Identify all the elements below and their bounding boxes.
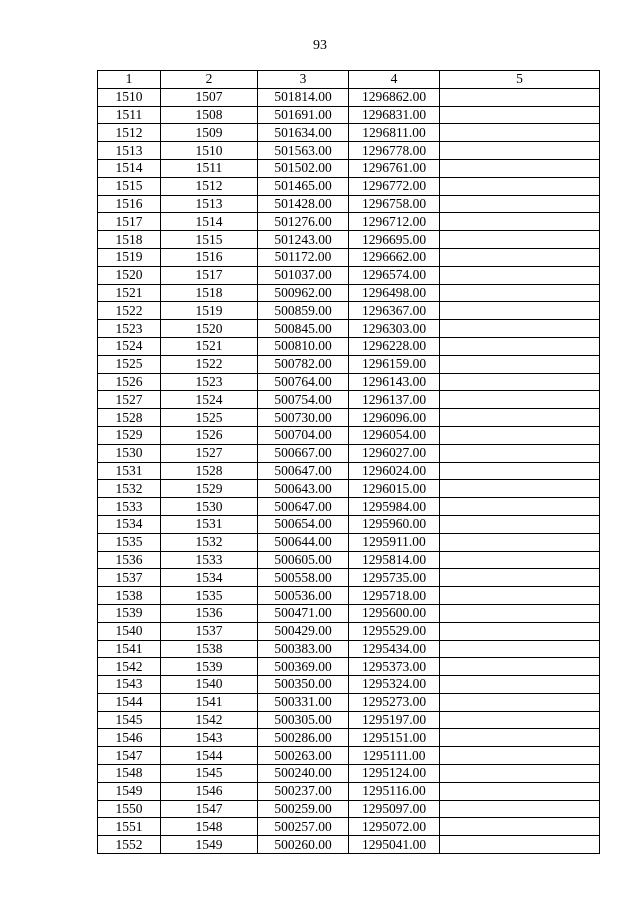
table-row xyxy=(98,462,600,480)
table-cell: 500647.00 xyxy=(258,498,349,516)
table-cell: 1296228.00 xyxy=(349,337,440,355)
table-row xyxy=(98,337,600,355)
table-row xyxy=(98,711,600,729)
table-cell: 1539 xyxy=(98,604,161,622)
table-row xyxy=(98,693,600,711)
table-cell: 1296054.00 xyxy=(349,426,440,444)
table-cell xyxy=(440,711,600,729)
table-row xyxy=(98,658,600,676)
table-cell: 1512 xyxy=(161,177,258,195)
table-row xyxy=(98,106,600,124)
table-cell: 1296772.00 xyxy=(349,177,440,195)
table-cell: 1544 xyxy=(98,693,161,711)
table-cell: 1296015.00 xyxy=(349,480,440,498)
table-row xyxy=(98,213,600,231)
table-cell: 1295111.00 xyxy=(349,747,440,765)
table-cell xyxy=(440,551,600,569)
table-cell xyxy=(440,658,600,676)
table-cell: 501691.00 xyxy=(258,106,349,124)
table-cell: 1546 xyxy=(161,782,258,800)
table-cell: 1514 xyxy=(161,213,258,231)
table-cell: 500859.00 xyxy=(258,302,349,320)
table-cell xyxy=(440,640,600,658)
table-cell: 1296862.00 xyxy=(349,88,440,106)
table-cell: 1523 xyxy=(98,320,161,338)
table-row xyxy=(98,320,600,338)
table-cell: 1534 xyxy=(161,569,258,587)
table-cell: 1295324.00 xyxy=(349,676,440,694)
table-cell: 500259.00 xyxy=(258,800,349,818)
table-cell: 1533 xyxy=(161,551,258,569)
table-cell xyxy=(440,124,600,142)
table-row xyxy=(98,177,600,195)
table-cell: 500654.00 xyxy=(258,515,349,533)
table-cell xyxy=(440,391,600,409)
table-cell: 1296096.00 xyxy=(349,409,440,427)
table-cell: 1549 xyxy=(98,782,161,800)
table-cell: 500643.00 xyxy=(258,480,349,498)
table-cell: 1547 xyxy=(161,800,258,818)
table-cell: 501465.00 xyxy=(258,177,349,195)
table-row xyxy=(98,569,600,587)
table-row xyxy=(98,676,600,694)
table-cell: 1532 xyxy=(161,533,258,551)
table-cell: 500754.00 xyxy=(258,391,349,409)
table-row xyxy=(98,604,600,622)
table-cell: 1537 xyxy=(161,622,258,640)
table-cell: 1522 xyxy=(98,302,161,320)
table-cell: 1525 xyxy=(161,409,258,427)
table-cell: 500667.00 xyxy=(258,444,349,462)
table-row xyxy=(98,818,600,836)
table-cell xyxy=(440,373,600,391)
table-cell: 1296159.00 xyxy=(349,355,440,373)
table-row xyxy=(98,391,600,409)
table-row xyxy=(98,729,600,747)
table-cell: 1296761.00 xyxy=(349,159,440,177)
table-row xyxy=(98,444,600,462)
table-cell: 1538 xyxy=(98,587,161,605)
table-cell: 1517 xyxy=(98,213,161,231)
table-cell: 1509 xyxy=(161,124,258,142)
table-row xyxy=(98,587,600,605)
table-cell: 1548 xyxy=(98,765,161,783)
table-cell: 1295984.00 xyxy=(349,498,440,516)
table-cell: 1545 xyxy=(161,765,258,783)
table-cell: 500730.00 xyxy=(258,409,349,427)
table-cell: 1296831.00 xyxy=(349,106,440,124)
table-cell: 1518 xyxy=(161,284,258,302)
table-row xyxy=(98,800,600,818)
table-cell: 1536 xyxy=(98,551,161,569)
table-row xyxy=(98,498,600,516)
table-cell xyxy=(440,729,600,747)
table-cell: 1542 xyxy=(161,711,258,729)
table-cell: 1296662.00 xyxy=(349,248,440,266)
table-cell xyxy=(440,284,600,302)
table-cell: 1295434.00 xyxy=(349,640,440,658)
table-cell xyxy=(440,409,600,427)
table-row xyxy=(98,159,600,177)
table-row xyxy=(98,747,600,765)
table-cell xyxy=(440,693,600,711)
table-cell xyxy=(440,765,600,783)
table-cell xyxy=(440,533,600,551)
table-cell xyxy=(440,480,600,498)
table-cell xyxy=(440,337,600,355)
table-row xyxy=(98,124,600,142)
table-cell: 1524 xyxy=(98,337,161,355)
table-cell: 1295072.00 xyxy=(349,818,440,836)
table-cell: 500263.00 xyxy=(258,747,349,765)
table-cell: 1529 xyxy=(98,426,161,444)
table-cell: 1516 xyxy=(98,195,161,213)
table-cell: 501172.00 xyxy=(258,248,349,266)
table-cell: 1527 xyxy=(161,444,258,462)
table-cell xyxy=(440,231,600,249)
table-cell xyxy=(440,302,600,320)
table-row xyxy=(98,373,600,391)
table-row xyxy=(98,302,600,320)
table-cell: 1535 xyxy=(161,587,258,605)
table-cell xyxy=(440,444,600,462)
table-cell: 1295097.00 xyxy=(349,800,440,818)
table-cell: 500782.00 xyxy=(258,355,349,373)
table-cell: 1540 xyxy=(161,676,258,694)
table-cell: 1535 xyxy=(98,533,161,551)
table-cell xyxy=(440,462,600,480)
table-cell: 1511 xyxy=(98,106,161,124)
table-body xyxy=(98,88,600,853)
table-cell: 1526 xyxy=(161,426,258,444)
table-cell: 1521 xyxy=(98,284,161,302)
table-row xyxy=(98,195,600,213)
table-cell: 1295041.00 xyxy=(349,836,440,854)
table-cell: 1537 xyxy=(98,569,161,587)
table-cell: 1540 xyxy=(98,622,161,640)
table-row xyxy=(98,88,600,106)
table-cell xyxy=(440,266,600,284)
table-cell: 500350.00 xyxy=(258,676,349,694)
table-row xyxy=(98,284,600,302)
table-cell: 500810.00 xyxy=(258,337,349,355)
table-cell: 500429.00 xyxy=(258,622,349,640)
table-cell xyxy=(440,426,600,444)
table-cell: 1517 xyxy=(161,266,258,284)
table-cell: 1512 xyxy=(98,124,161,142)
table-cell: 1543 xyxy=(161,729,258,747)
table-cell: 1296811.00 xyxy=(349,124,440,142)
table-cell: 1514 xyxy=(98,159,161,177)
table-cell: 501276.00 xyxy=(258,213,349,231)
table-cell: 1548 xyxy=(161,818,258,836)
table-cell xyxy=(440,569,600,587)
table-cell: 1296137.00 xyxy=(349,391,440,409)
table-cell: 500237.00 xyxy=(258,782,349,800)
table-cell xyxy=(440,800,600,818)
table-cell: 501634.00 xyxy=(258,124,349,142)
table-row xyxy=(98,640,600,658)
table-row xyxy=(98,248,600,266)
table-cell: 500305.00 xyxy=(258,711,349,729)
table-cell: 1295911.00 xyxy=(349,533,440,551)
table-cell: 1295529.00 xyxy=(349,622,440,640)
table-cell: 501814.00 xyxy=(258,88,349,106)
table-cell: 1508 xyxy=(161,106,258,124)
table-row xyxy=(98,515,600,533)
table-cell: 1296574.00 xyxy=(349,266,440,284)
table-cell: 1295273.00 xyxy=(349,693,440,711)
table-header-row xyxy=(98,71,600,89)
table-cell: 500331.00 xyxy=(258,693,349,711)
table-cell: 1523 xyxy=(161,373,258,391)
table-cell: 1295600.00 xyxy=(349,604,440,622)
table-cell: 1515 xyxy=(161,231,258,249)
table-cell xyxy=(440,604,600,622)
column-header: 1 xyxy=(98,71,161,89)
table-cell: 500558.00 xyxy=(258,569,349,587)
table-cell: 1520 xyxy=(98,266,161,284)
table-cell: 1538 xyxy=(161,640,258,658)
table-cell: 501428.00 xyxy=(258,195,349,213)
table-cell: 1296758.00 xyxy=(349,195,440,213)
table-cell xyxy=(440,498,600,516)
table-cell: 1531 xyxy=(98,462,161,480)
table-cell xyxy=(440,747,600,765)
table-cell: 1541 xyxy=(98,640,161,658)
table-cell: 1533 xyxy=(98,498,161,516)
table-cell: 1520 xyxy=(161,320,258,338)
table-cell: 1541 xyxy=(161,693,258,711)
table-cell: 500257.00 xyxy=(258,818,349,836)
table-cell: 1295151.00 xyxy=(349,729,440,747)
table-cell: 1295735.00 xyxy=(349,569,440,587)
table-cell: 500605.00 xyxy=(258,551,349,569)
table-row xyxy=(98,551,600,569)
table-cell xyxy=(440,676,600,694)
table-cell: 1511 xyxy=(161,159,258,177)
table-cell: 1522 xyxy=(161,355,258,373)
column-header: 4 xyxy=(349,71,440,89)
table-cell: 1528 xyxy=(98,409,161,427)
table-cell: 1295718.00 xyxy=(349,587,440,605)
table-cell: 501502.00 xyxy=(258,159,349,177)
table-cell xyxy=(440,159,600,177)
table-cell: 1525 xyxy=(98,355,161,373)
table-cell: 1521 xyxy=(161,337,258,355)
table-cell xyxy=(440,355,600,373)
table-cell: 1552 xyxy=(98,836,161,854)
table-cell: 1295197.00 xyxy=(349,711,440,729)
coordinates-table xyxy=(97,70,600,854)
table-cell: 1296498.00 xyxy=(349,284,440,302)
table-cell: 1295373.00 xyxy=(349,658,440,676)
table-cell: 1510 xyxy=(98,88,161,106)
table-cell xyxy=(440,213,600,231)
table-cell: 1530 xyxy=(161,498,258,516)
table-cell: 1528 xyxy=(161,462,258,480)
table-cell xyxy=(440,818,600,836)
column-header: 2 xyxy=(161,71,258,89)
table-cell: 500260.00 xyxy=(258,836,349,854)
table-cell: 1534 xyxy=(98,515,161,533)
table-cell xyxy=(440,515,600,533)
table-cell: 1546 xyxy=(98,729,161,747)
table-row xyxy=(98,266,600,284)
table-cell: 500286.00 xyxy=(258,729,349,747)
table-cell: 1296303.00 xyxy=(349,320,440,338)
table-row xyxy=(98,622,600,640)
table-cell: 1295116.00 xyxy=(349,782,440,800)
table-cell: 500536.00 xyxy=(258,587,349,605)
table-cell: 1296712.00 xyxy=(349,213,440,231)
table-cell: 500471.00 xyxy=(258,604,349,622)
table-cell: 1513 xyxy=(98,142,161,160)
table-cell: 1529 xyxy=(161,480,258,498)
table-cell: 1296143.00 xyxy=(349,373,440,391)
table-row xyxy=(98,782,600,800)
table-cell: 501243.00 xyxy=(258,231,349,249)
table-row xyxy=(98,533,600,551)
table-cell: 500764.00 xyxy=(258,373,349,391)
table-cell: 1513 xyxy=(161,195,258,213)
table-cell xyxy=(440,142,600,160)
table-cell xyxy=(440,106,600,124)
table-cell xyxy=(440,177,600,195)
table-cell: 1547 xyxy=(98,747,161,765)
table-row xyxy=(98,480,600,498)
table-cell xyxy=(440,88,600,106)
table-row xyxy=(98,231,600,249)
table-cell: 500647.00 xyxy=(258,462,349,480)
table-cell: 1524 xyxy=(161,391,258,409)
table-cell: 1542 xyxy=(98,658,161,676)
table-cell: 500962.00 xyxy=(258,284,349,302)
table-cell: 1507 xyxy=(161,88,258,106)
table-row xyxy=(98,409,600,427)
table-cell xyxy=(440,836,600,854)
table-cell: 1515 xyxy=(98,177,161,195)
table-row xyxy=(98,142,600,160)
column-header: 3 xyxy=(258,71,349,89)
table-cell: 501563.00 xyxy=(258,142,349,160)
table-cell xyxy=(440,622,600,640)
table-cell: 1536 xyxy=(161,604,258,622)
table-row xyxy=(98,836,600,854)
table-row xyxy=(98,426,600,444)
table-cell xyxy=(440,195,600,213)
table-cell: 1531 xyxy=(161,515,258,533)
table-cell: 1530 xyxy=(98,444,161,462)
table-cell: 500704.00 xyxy=(258,426,349,444)
table-row xyxy=(98,355,600,373)
table-cell: 500383.00 xyxy=(258,640,349,658)
table-cell: 1527 xyxy=(98,391,161,409)
page-number: 93 xyxy=(313,38,327,53)
table-cell: 1295960.00 xyxy=(349,515,440,533)
table-cell: 1296027.00 xyxy=(349,444,440,462)
table-cell: 1543 xyxy=(98,676,161,694)
table-cell: 1296367.00 xyxy=(349,302,440,320)
table-cell: 1518 xyxy=(98,231,161,249)
table-cell: 1549 xyxy=(161,836,258,854)
table-cell: 1532 xyxy=(98,480,161,498)
column-header: 5 xyxy=(440,71,600,89)
table-cell: 500845.00 xyxy=(258,320,349,338)
table-cell: 1519 xyxy=(161,302,258,320)
table-cell: 1544 xyxy=(161,747,258,765)
table-cell xyxy=(440,248,600,266)
table-cell: 1551 xyxy=(98,818,161,836)
table-cell: 1519 xyxy=(98,248,161,266)
table-cell: 1296695.00 xyxy=(349,231,440,249)
table-cell: 500644.00 xyxy=(258,533,349,551)
table-cell: 1295814.00 xyxy=(349,551,440,569)
table-row xyxy=(98,765,600,783)
table-cell: 1510 xyxy=(161,142,258,160)
table-cell: 1516 xyxy=(161,248,258,266)
table-cell xyxy=(440,320,600,338)
table-cell: 500369.00 xyxy=(258,658,349,676)
table-cell: 1295124.00 xyxy=(349,765,440,783)
table-cell: 500240.00 xyxy=(258,765,349,783)
table-cell: 1539 xyxy=(161,658,258,676)
table-cell: 1296024.00 xyxy=(349,462,440,480)
table-cell: 1550 xyxy=(98,800,161,818)
table-cell: 1296778.00 xyxy=(349,142,440,160)
table-cell: 501037.00 xyxy=(258,266,349,284)
table-cell xyxy=(440,587,600,605)
table-cell: 1545 xyxy=(98,711,161,729)
table-cell xyxy=(440,782,600,800)
table-cell: 1526 xyxy=(98,373,161,391)
